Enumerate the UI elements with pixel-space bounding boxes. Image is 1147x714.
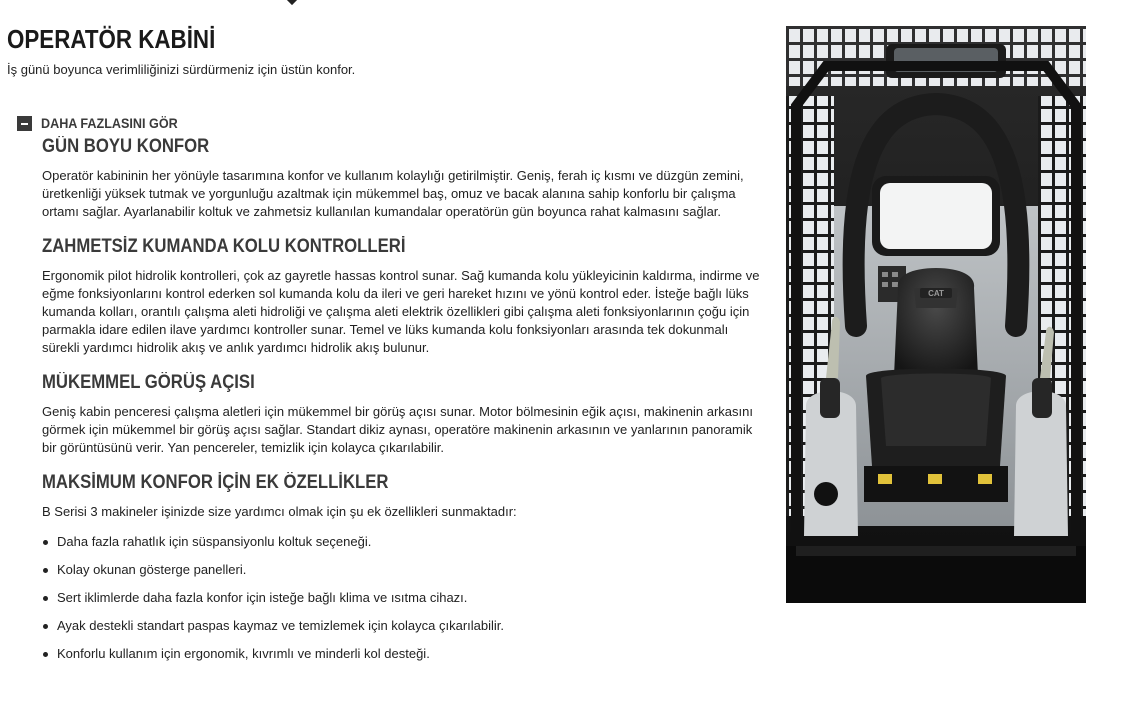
- operator-cab-image: [786, 26, 1086, 603]
- minus-square-icon[interactable]: [17, 116, 32, 131]
- section-visibility: [42, 371, 762, 457]
- list-item: Daha fazla rahatlık için süspansiyonlu koltuk seçeneği.: [42, 533, 762, 551]
- section-heading: MÜKEMMEL GÖRÜŞ AÇISI: [42, 372, 255, 393]
- feature-list: [42, 533, 762, 663]
- see-more-label[interactable]: DAHA FAZLASINI GÖR: [41, 115, 178, 131]
- section-joystick-controls: [42, 235, 762, 357]
- section-text: Ergonomik pilot hidrolik kontrolleri, çok az gayretle hassas kontrol sunar. Sağ kumanda kolu yükleyicinin kaldırma, indirme ve eğme fonksiyonlarını kontrol ederken sol kumanda kolu da ileri ve geri hareket hızını ve yönü kontrol eder. İsteğe bağlı lüks kumanda kolları, orantılı çalışma aleti hidroliği ve çalışma aleti elektrik özellikleri gibi çalışma aleti fonksiyonlarının çoğu için parmakla idare edilen ilave yardımcı kontroller sunar. Temel ve lüks kumanda kolu fonksiyonları arasında tek dokunmalı sürekli yardımcı hidrolik akış ve anlık yardımcı hidrolik akış bulunur.: [42, 268, 760, 355]
- section-text: Geniş kabin penceresi çalışma aletleri için mükemmel bir görüş açısı sunar. Motor bölmesinin eğik açısı, makinenin arkasını görmek için mükemmel bir görüş açısı sağlar. Standart dikiz aynası, operatöre makinenin arkasının ve yanlarının panoramik bir görüntüsünü verir. Yan pencereler, temizlik için kolayca çıkarılabilir.: [42, 404, 753, 455]
- list-item: Ayak destekli standart paspas kaymaz ve temizlemek için kolayca çıkarılabilir.: [42, 617, 762, 635]
- svg-text:CAT: CAT: [928, 289, 944, 298]
- see-more-toggle[interactable]: [17, 115, 193, 131]
- section-text: Operatör kabininin her yönüyle tasarımına konfor ve kullanım kolaylığı getirilmiştir. Geniş, ferah iç kısmı ve düzgün zemini, üretkenliği yüksek tutmak ve yorgunluğu azaltmak için mükemmel baş, omuz ve bacak alanına sahip konforlu bir çalışma ortamı sağlar. Ayarlanabilir koltuk ve zahmetsiz kullanılan kumandalar operatörün gün boyunca rahat kalmasını sağlar.: [42, 168, 744, 219]
- page-subtitle: İş günü boyunca verimliliğinizi sürdürmeniz için üstün konfor.: [7, 62, 356, 77]
- dropdown-caret-icon: [285, 0, 299, 5]
- section-heading: GÜN BOYU KONFOR: [42, 136, 210, 157]
- main-content: [7, 22, 767, 661]
- section-all-day-comfort: [42, 135, 762, 221]
- expanded-content: [42, 135, 762, 677]
- section-heading: MAKSİMUM KONFOR İÇİN EK ÖZELLİKLER: [42, 472, 389, 493]
- seat-back: [894, 268, 978, 376]
- list-item: Kolay okunan gösterge panelleri.: [42, 561, 762, 579]
- page-title: OPERATÖR KABİNİ: [7, 24, 216, 54]
- rear-window: [880, 183, 992, 249]
- list-item: Sert iklimlerde daha fazla konfor için isteğe bağlı klima ve ısıtma cihazı.: [42, 589, 762, 607]
- section-heading: ZAHMETSİZ KUMANDA KOLU KONTROLLERİ: [42, 236, 406, 257]
- section-extra-features: [42, 471, 762, 663]
- section-text: B Serisi 3 makineler işinizde size yardımcı olmak için şu ek özellikleri sunmaktadır:: [42, 504, 517, 519]
- list-item: Konforlu kullanım için ergonomik, kıvrımlı ve minderli kol desteği.: [42, 645, 762, 663]
